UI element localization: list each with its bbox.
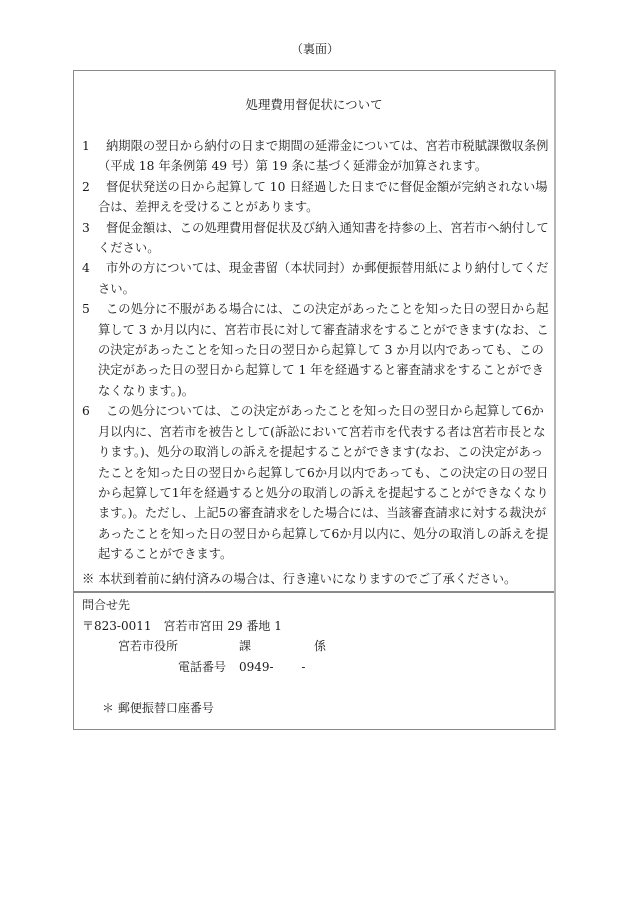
notice-item-6 [82,401,550,564]
notice-item-2 [82,177,550,218]
postal-transfer-label: ＊ 郵便振替口座番号 [102,700,214,715]
blank-row [82,677,552,698]
notice-item-5 [82,299,550,401]
item-text: この処分については、この決定があったことを知った日の翌日から起算して6か月以内に、宮若市を被告として(訴訟において宮若市を代表する者は宮若市長となります。)、処分の取消しの訴えを提起することができます(なお、この決定があったことを知った日の翌日から起算して6か月以内であっても、この決定の日の翌日から起算して1年を経過すると処分の取消しの訴えを提起することができなくなります。)。ただし、上記5の審査請求をした場合には、当該審査請求に対する裁決があったことを知った日の翌日から起算して6か月以内に、処分の取消しの訴えを提起することができます。 [98,404,549,562]
notice-items [82,136,550,565]
address: 〒823-0011 宮若市宮田 29 番地 1 [82,618,282,633]
item-text: 督促状発送の日から起算して 10 日経過した日までに督促金額が完納されない場合は、差押えを受けることがあります。 [98,179,548,215]
office-name: 宮若市役所 [118,639,179,653]
phone-label: 電話番号 [178,659,227,674]
contact-heading: 問合せ先 [82,598,131,612]
item-number: 3 [82,220,90,235]
postal-transfer-row [82,698,552,719]
side-label: （裏面） [290,42,339,56]
item-text: 納期限の翌日から納付の日まで期間の延滞金については、宮若市税賦課徴収条例（平成 18 年条例第 49 号）第 19 条に基づく延滞金が加算されます。 [98,139,549,174]
section-divider [74,591,554,593]
contact-section [82,595,552,718]
address-row [82,616,552,637]
notice-item-4 [82,258,550,299]
notice-item-1 [82,136,550,177]
contact-heading-row [82,595,552,616]
item-text: 市外の方については、現金書留（本状同封）か郵便振替用紙により納付してください。 [98,261,549,296]
document-title: 処理費用督促状について [245,97,383,112]
advance-payment-note: ※ 本状到着前に納付済みの場合は、行き違いになりますのでご了承ください。 [82,572,517,586]
office-row [82,636,552,657]
item-number: 2 [82,179,90,194]
item-text: この処分に不服がある場合には、この決定があったことを知った日の翌日から起算して 3 か月以内に、宮若市長に対して審査請求をすることができます(なお、この決定があったことを知った日の翌日から起算して 3 か月以内であっても、この決定があった日の翌日から起算して 1 年を経過すると審査請求をすることができなくなります。)。 [98,302,549,398]
phone-number: 0949- - [239,659,306,674]
item-number: 5 [82,302,90,317]
subsection-label: 係 [314,639,327,653]
item-text: 督促金額は、この処理費用督促状及び納入通知書を持参の上、宮若市へ納付してください。 [98,220,549,256]
item-number: 4 [82,261,90,276]
item-number: 1 [82,139,90,153]
section-label: 課 [239,639,252,653]
notice-item-3 [82,218,550,259]
item-number: 6 [82,404,90,419]
notice-box [73,70,556,730]
phone-row [82,657,552,678]
